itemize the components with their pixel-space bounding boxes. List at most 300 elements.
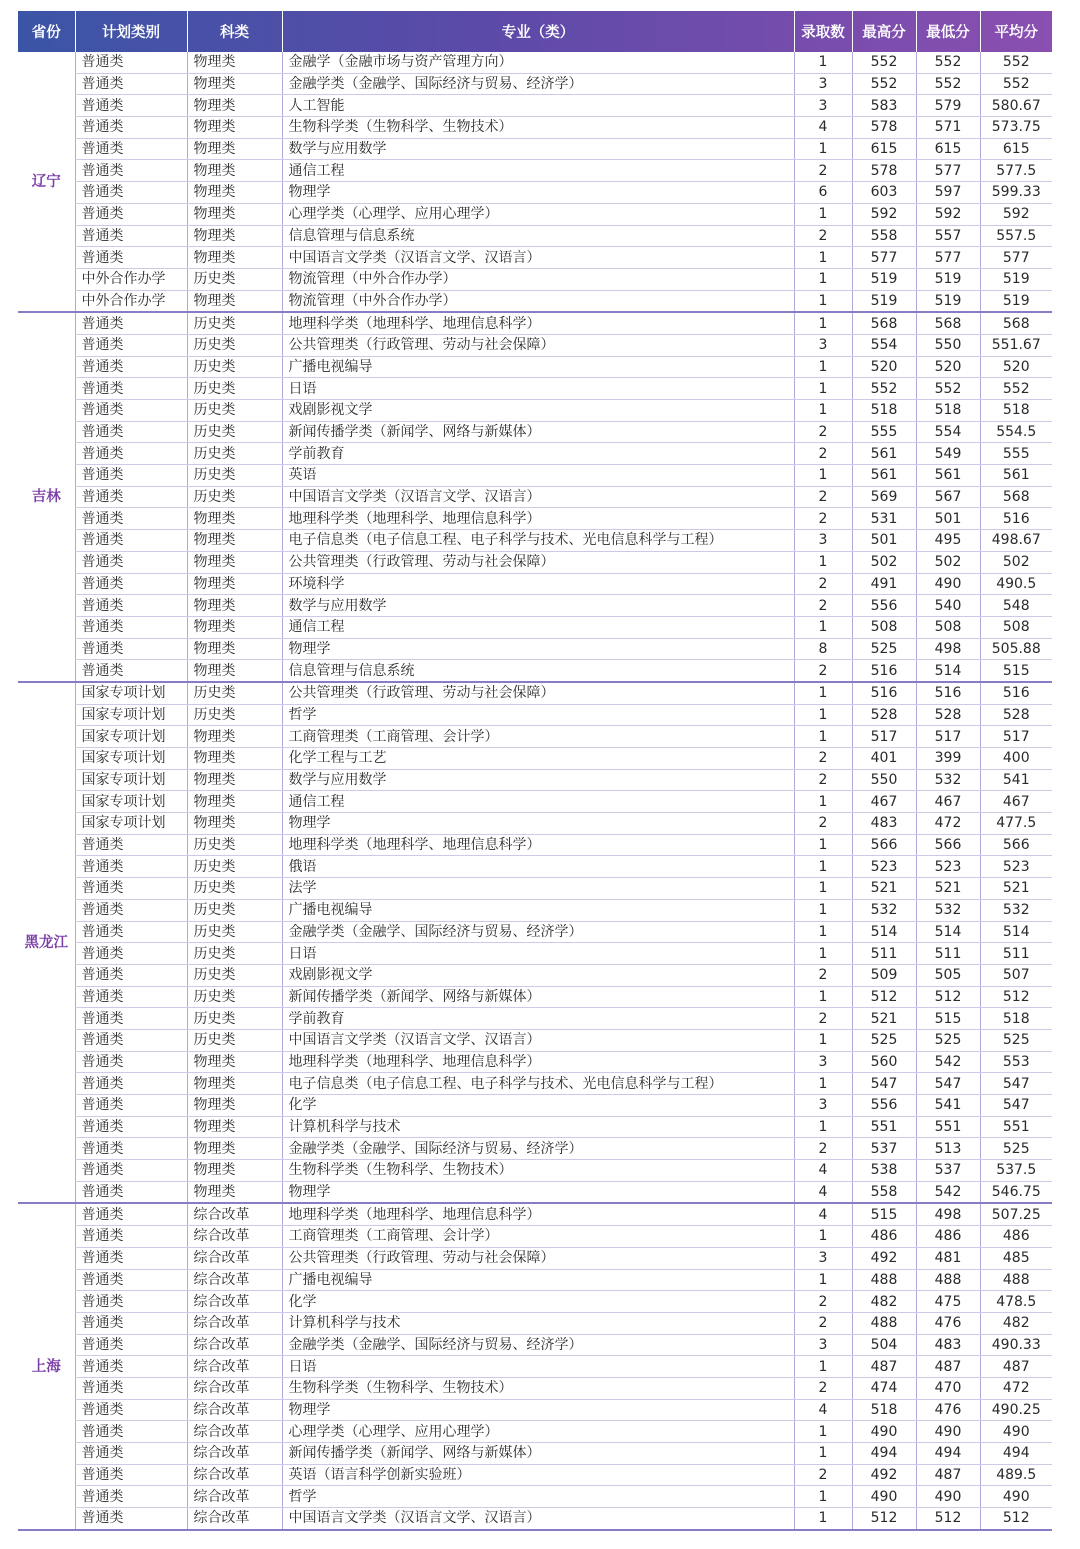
avg-score-cell: 599.33 xyxy=(980,182,1052,204)
table-row xyxy=(18,182,1052,204)
avg-score-cell: 517 xyxy=(980,726,1052,748)
max-score-cell: 494 xyxy=(852,1443,916,1465)
admitted-count-cell: 2 xyxy=(794,1312,852,1334)
avg-score-cell: 577.5 xyxy=(980,160,1052,182)
table-row xyxy=(18,1291,1052,1313)
max-score-cell: 520 xyxy=(852,356,916,378)
table-row xyxy=(18,769,1052,791)
max-score-cell: 603 xyxy=(852,182,916,204)
admitted-count-cell: 1 xyxy=(794,704,852,726)
major-cell: 金融学类（金融学、国际经济与贸易、经济学） xyxy=(282,1334,794,1356)
plan-type-cell: 普通类 xyxy=(75,530,187,552)
max-score-cell: 516 xyxy=(852,682,916,704)
subject-category-cell: 历史类 xyxy=(187,443,282,465)
plan-type-cell: 普通类 xyxy=(75,638,187,660)
province-cell: 辽宁 xyxy=(18,52,75,312)
subject-category-cell: 历史类 xyxy=(187,400,282,422)
avg-score-cell: 486 xyxy=(980,1226,1052,1248)
major-cell: 生物科学类（生物科学、生物技术） xyxy=(282,117,794,139)
subject-category-cell: 历史类 xyxy=(187,268,282,290)
subject-category-cell: 物理类 xyxy=(187,73,282,95)
major-cell: 中国语言文学类（汉语言文学、汉语言） xyxy=(282,486,794,508)
admitted-count-cell: 1 xyxy=(794,726,852,748)
subject-category-cell: 物理类 xyxy=(187,551,282,573)
min-score-cell: 551 xyxy=(916,1116,980,1138)
avg-score-cell: 472 xyxy=(980,1377,1052,1399)
subject-category-cell: 历史类 xyxy=(187,986,282,1008)
admitted-count-cell: 1 xyxy=(794,1421,852,1443)
subject-category-cell: 物理类 xyxy=(187,813,282,835)
avg-score-cell: 523 xyxy=(980,856,1052,878)
subject-category-cell: 物理类 xyxy=(187,748,282,770)
min-score-cell: 513 xyxy=(916,1138,980,1160)
admitted-count-cell: 1 xyxy=(794,290,852,312)
table-row xyxy=(18,203,1052,225)
subject-category-cell: 历史类 xyxy=(187,465,282,487)
min-score-cell: 519 xyxy=(916,290,980,312)
admission-scores-table xyxy=(18,11,1052,1531)
admitted-count-cell: 1 xyxy=(794,1226,852,1248)
major-cell: 物流管理（中外合作办学） xyxy=(282,268,794,290)
min-score-cell: 486 xyxy=(916,1226,980,1248)
table-row xyxy=(18,964,1052,986)
min-score-cell: 554 xyxy=(916,421,980,443)
min-score-cell: 512 xyxy=(916,1508,980,1530)
min-score-cell: 514 xyxy=(916,660,980,682)
avg-score-cell: 511 xyxy=(980,943,1052,965)
admitted-count-cell: 8 xyxy=(794,638,852,660)
min-score-cell: 577 xyxy=(916,247,980,269)
table-row xyxy=(18,312,1052,334)
max-score-cell: 547 xyxy=(852,1073,916,1095)
subject-category-cell: 综合改革 xyxy=(187,1421,282,1443)
table-row xyxy=(18,52,1052,73)
province-cell: 黑龙江 xyxy=(18,682,75,1204)
subject-category-cell: 综合改革 xyxy=(187,1486,282,1508)
table-row xyxy=(18,1029,1052,1051)
admitted-count-cell: 1 xyxy=(794,1356,852,1378)
table-row xyxy=(18,573,1052,595)
admitted-count-cell: 4 xyxy=(794,1160,852,1182)
avg-score-cell: 552 xyxy=(980,52,1052,73)
major-cell: 广播电视编导 xyxy=(282,899,794,921)
major-cell: 公共管理类（行政管理、劳动与社会保障） xyxy=(282,1247,794,1269)
avg-score-cell: 546.75 xyxy=(980,1181,1052,1203)
max-score-cell: 555 xyxy=(852,421,916,443)
table-row xyxy=(18,748,1052,770)
subject-category-cell: 物理类 xyxy=(187,138,282,160)
max-score-cell: 552 xyxy=(852,73,916,95)
major-cell: 新闻传播学类（新闻学、网络与新媒体） xyxy=(282,986,794,1008)
major-cell: 学前教育 xyxy=(282,443,794,465)
min-score-cell: 542 xyxy=(916,1051,980,1073)
max-score-cell: 502 xyxy=(852,551,916,573)
max-score-cell: 578 xyxy=(852,117,916,139)
table-row xyxy=(18,1181,1052,1203)
avg-score-cell: 516 xyxy=(980,508,1052,530)
admitted-count-cell: 2 xyxy=(794,1377,852,1399)
major-cell: 生物科学类（生物科学、生物技术） xyxy=(282,1160,794,1182)
subject-category-cell: 历史类 xyxy=(187,334,282,356)
table-row xyxy=(18,1508,1052,1530)
major-cell: 戏剧影视文学 xyxy=(282,400,794,422)
plan-type-cell: 普通类 xyxy=(75,1073,187,1095)
admitted-count-cell: 1 xyxy=(794,203,852,225)
max-score-cell: 483 xyxy=(852,813,916,835)
min-score-cell: 532 xyxy=(916,769,980,791)
table-row xyxy=(18,1486,1052,1508)
avg-score-cell: 532 xyxy=(980,899,1052,921)
major-cell: 心理学类（心理学、应用心理学） xyxy=(282,1421,794,1443)
min-score-cell: 475 xyxy=(916,1291,980,1313)
max-score-cell: 525 xyxy=(852,1029,916,1051)
plan-type-cell: 普通类 xyxy=(75,1377,187,1399)
plan-type-cell: 普通类 xyxy=(75,1029,187,1051)
admitted-count-cell: 2 xyxy=(794,748,852,770)
plan-type-cell: 国家专项计划 xyxy=(75,813,187,835)
plan-type-cell: 普通类 xyxy=(75,1138,187,1160)
plan-type-cell: 普通类 xyxy=(75,856,187,878)
max-score-cell: 491 xyxy=(852,573,916,595)
subject-category-cell: 综合改革 xyxy=(187,1269,282,1291)
plan-type-cell: 普通类 xyxy=(75,1269,187,1291)
max-score-cell: 519 xyxy=(852,290,916,312)
subject-category-cell: 综合改革 xyxy=(187,1377,282,1399)
plan-type-cell: 普通类 xyxy=(75,334,187,356)
admitted-count-cell: 1 xyxy=(794,52,852,73)
avg-score-cell: 537.5 xyxy=(980,1160,1052,1182)
plan-type-cell: 普通类 xyxy=(75,986,187,1008)
plan-type-cell: 中外合作办学 xyxy=(75,268,187,290)
plan-type-cell: 普通类 xyxy=(75,1181,187,1203)
admitted-count-cell: 1 xyxy=(794,1029,852,1051)
min-score-cell: 490 xyxy=(916,1421,980,1443)
table-header xyxy=(18,11,1052,52)
plan-type-cell: 普通类 xyxy=(75,1312,187,1334)
max-score-cell: 482 xyxy=(852,1291,916,1313)
major-cell: 金融学类（金融学、国际经济与贸易、经济学） xyxy=(282,1138,794,1160)
max-score-cell: 569 xyxy=(852,486,916,508)
avg-score-cell: 516 xyxy=(980,682,1052,704)
avg-score-cell: 507.25 xyxy=(980,1203,1052,1225)
subject-category-cell: 综合改革 xyxy=(187,1334,282,1356)
subject-category-cell: 历史类 xyxy=(187,421,282,443)
avg-score-cell: 519 xyxy=(980,290,1052,312)
subject-category-cell: 综合改革 xyxy=(187,1508,282,1530)
major-cell: 中国语言文学类（汉语言文学、汉语言） xyxy=(282,1029,794,1051)
min-score-cell: 488 xyxy=(916,1269,980,1291)
min-score-cell: 514 xyxy=(916,921,980,943)
min-score-cell: 568 xyxy=(916,312,980,334)
admitted-count-cell: 1 xyxy=(794,378,852,400)
header-major: 专业（类） xyxy=(282,11,794,52)
avg-score-cell: 552 xyxy=(980,73,1052,95)
table-row xyxy=(18,899,1052,921)
max-score-cell: 514 xyxy=(852,921,916,943)
avg-score-cell: 518 xyxy=(980,400,1052,422)
min-score-cell: 579 xyxy=(916,95,980,117)
avg-score-cell: 547 xyxy=(980,1073,1052,1095)
max-score-cell: 401 xyxy=(852,748,916,770)
max-score-cell: 511 xyxy=(852,943,916,965)
min-score-cell: 552 xyxy=(916,52,980,73)
major-cell: 日语 xyxy=(282,943,794,965)
avg-score-cell: 525 xyxy=(980,1029,1052,1051)
subject-category-cell: 综合改革 xyxy=(187,1312,282,1334)
max-score-cell: 537 xyxy=(852,1138,916,1160)
admitted-count-cell: 3 xyxy=(794,1095,852,1117)
admitted-count-cell: 1 xyxy=(794,247,852,269)
plan-type-cell: 普通类 xyxy=(75,943,187,965)
plan-type-cell: 普通类 xyxy=(75,52,187,73)
max-score-cell: 490 xyxy=(852,1486,916,1508)
plan-type-cell: 普通类 xyxy=(75,117,187,139)
avg-score-cell: 490.25 xyxy=(980,1399,1052,1421)
max-score-cell: 552 xyxy=(852,52,916,73)
min-score-cell: 615 xyxy=(916,138,980,160)
min-score-cell: 494 xyxy=(916,1443,980,1465)
table-row xyxy=(18,268,1052,290)
table-row xyxy=(18,616,1052,638)
admitted-count-cell: 2 xyxy=(794,443,852,465)
avg-score-cell: 512 xyxy=(980,986,1052,1008)
major-cell: 工商管理类（工商管理、会计学） xyxy=(282,1226,794,1248)
admitted-count-cell: 2 xyxy=(794,421,852,443)
table-row xyxy=(18,138,1052,160)
max-score-cell: 538 xyxy=(852,1160,916,1182)
avg-score-cell: 488 xyxy=(980,1269,1052,1291)
admitted-count-cell: 1 xyxy=(794,268,852,290)
plan-type-cell: 普通类 xyxy=(75,899,187,921)
plan-type-cell: 中外合作办学 xyxy=(75,290,187,312)
max-score-cell: 518 xyxy=(852,1399,916,1421)
avg-score-cell: 467 xyxy=(980,791,1052,813)
max-score-cell: 568 xyxy=(852,312,916,334)
plan-type-cell: 普通类 xyxy=(75,400,187,422)
subject-category-cell: 历史类 xyxy=(187,704,282,726)
avg-score-cell: 518 xyxy=(980,1008,1052,1030)
subject-category-cell: 物理类 xyxy=(187,616,282,638)
major-cell: 化学工程与工艺 xyxy=(282,748,794,770)
min-score-cell: 542 xyxy=(916,1181,980,1203)
plan-type-cell: 普通类 xyxy=(75,1421,187,1443)
subject-category-cell: 物理类 xyxy=(187,160,282,182)
table-row xyxy=(18,1073,1052,1095)
table-row xyxy=(18,726,1052,748)
max-score-cell: 551 xyxy=(852,1116,916,1138)
plan-type-cell: 普通类 xyxy=(75,1464,187,1486)
major-cell: 金融学类（金融学、国际经济与贸易、经济学） xyxy=(282,73,794,95)
min-score-cell: 547 xyxy=(916,1073,980,1095)
subject-category-cell: 物理类 xyxy=(187,1073,282,1095)
admitted-count-cell: 3 xyxy=(794,95,852,117)
avg-score-cell: 573.75 xyxy=(980,117,1052,139)
avg-score-cell: 494 xyxy=(980,1443,1052,1465)
plan-type-cell: 普通类 xyxy=(75,1247,187,1269)
admitted-count-cell: 1 xyxy=(794,551,852,573)
min-score-cell: 532 xyxy=(916,899,980,921)
min-score-cell: 490 xyxy=(916,1486,980,1508)
avg-score-cell: 400 xyxy=(980,748,1052,770)
plan-type-cell: 普通类 xyxy=(75,465,187,487)
major-cell: 日语 xyxy=(282,378,794,400)
avg-score-cell: 487 xyxy=(980,1356,1052,1378)
subject-category-cell: 物理类 xyxy=(187,508,282,530)
max-score-cell: 552 xyxy=(852,378,916,400)
major-cell: 通信工程 xyxy=(282,160,794,182)
subject-category-cell: 物理类 xyxy=(187,595,282,617)
admitted-count-cell: 2 xyxy=(794,486,852,508)
plan-type-cell: 普通类 xyxy=(75,878,187,900)
avg-score-cell: 551.67 xyxy=(980,334,1052,356)
max-score-cell: 556 xyxy=(852,595,916,617)
subject-category-cell: 历史类 xyxy=(187,899,282,921)
max-score-cell: 501 xyxy=(852,530,916,552)
min-score-cell: 566 xyxy=(916,834,980,856)
table-row xyxy=(18,791,1052,813)
admitted-count-cell: 1 xyxy=(794,943,852,965)
max-score-cell: 504 xyxy=(852,1334,916,1356)
table-row xyxy=(18,95,1052,117)
table-row xyxy=(18,878,1052,900)
subject-category-cell: 物理类 xyxy=(187,530,282,552)
avg-score-cell: 515 xyxy=(980,660,1052,682)
table-row xyxy=(18,1356,1052,1378)
avg-score-cell: 490 xyxy=(980,1421,1052,1443)
avg-score-cell: 505.88 xyxy=(980,638,1052,660)
max-score-cell: 523 xyxy=(852,856,916,878)
subject-category-cell: 物理类 xyxy=(187,1160,282,1182)
min-score-cell: 528 xyxy=(916,704,980,726)
major-cell: 信息管理与信息系统 xyxy=(282,660,794,682)
subject-category-cell: 物理类 xyxy=(187,638,282,660)
subject-category-cell: 物理类 xyxy=(187,769,282,791)
subject-category-cell: 物理类 xyxy=(187,791,282,813)
subject-category-cell: 物理类 xyxy=(187,182,282,204)
avg-score-cell: 553 xyxy=(980,1051,1052,1073)
major-cell: 英语（语言科学创新实验班） xyxy=(282,1464,794,1486)
avg-score-cell: 548 xyxy=(980,595,1052,617)
avg-score-cell: 592 xyxy=(980,203,1052,225)
avg-score-cell: 568 xyxy=(980,486,1052,508)
table-row xyxy=(18,334,1052,356)
max-score-cell: 615 xyxy=(852,138,916,160)
table-row xyxy=(18,1051,1052,1073)
avg-score-cell: 555 xyxy=(980,443,1052,465)
subject-category-cell: 物理类 xyxy=(187,95,282,117)
subject-category-cell: 物理类 xyxy=(187,1095,282,1117)
plan-type-cell: 国家专项计划 xyxy=(75,682,187,704)
major-cell: 新闻传播学类（新闻学、网络与新媒体） xyxy=(282,1443,794,1465)
max-score-cell: 490 xyxy=(852,1421,916,1443)
min-score-cell: 483 xyxy=(916,1334,980,1356)
min-score-cell: 541 xyxy=(916,1095,980,1117)
plan-type-cell: 普通类 xyxy=(75,1508,187,1530)
subject-category-cell: 物理类 xyxy=(187,247,282,269)
table-row xyxy=(18,986,1052,1008)
avg-score-cell: 568 xyxy=(980,312,1052,334)
avg-score-cell: 482 xyxy=(980,1312,1052,1334)
plan-type-cell: 普通类 xyxy=(75,1443,187,1465)
table-row xyxy=(18,290,1052,312)
subject-category-cell: 综合改革 xyxy=(187,1443,282,1465)
avg-score-cell: 528 xyxy=(980,704,1052,726)
min-score-cell: 557 xyxy=(916,225,980,247)
min-score-cell: 512 xyxy=(916,986,980,1008)
table-row xyxy=(18,530,1052,552)
table-row xyxy=(18,1095,1052,1117)
major-cell: 通信工程 xyxy=(282,616,794,638)
admitted-count-cell: 2 xyxy=(794,1008,852,1030)
plan-type-cell: 普通类 xyxy=(75,443,187,465)
major-cell: 环境科学 xyxy=(282,573,794,595)
header-plan-type: 计划类别 xyxy=(75,11,187,52)
table-row xyxy=(18,704,1052,726)
plan-type-cell: 普通类 xyxy=(75,1226,187,1248)
plan-type-cell: 普通类 xyxy=(75,1334,187,1356)
avg-score-cell: 514 xyxy=(980,921,1052,943)
plan-type-cell: 国家专项计划 xyxy=(75,791,187,813)
avg-score-cell: 552 xyxy=(980,378,1052,400)
max-score-cell: 486 xyxy=(852,1226,916,1248)
min-score-cell: 476 xyxy=(916,1399,980,1421)
plan-type-cell: 普通类 xyxy=(75,247,187,269)
avg-score-cell: 554.5 xyxy=(980,421,1052,443)
admitted-count-cell: 2 xyxy=(794,595,852,617)
min-score-cell: 487 xyxy=(916,1464,980,1486)
subject-category-cell: 历史类 xyxy=(187,486,282,508)
min-score-cell: 511 xyxy=(916,943,980,965)
admitted-count-cell: 1 xyxy=(794,1443,852,1465)
max-score-cell: 521 xyxy=(852,878,916,900)
major-cell: 俄语 xyxy=(282,856,794,878)
admitted-count-cell: 1 xyxy=(794,899,852,921)
max-score-cell: 518 xyxy=(852,400,916,422)
plan-type-cell: 国家专项计划 xyxy=(75,726,187,748)
major-cell: 地理科学类（地理科学、地理信息科学） xyxy=(282,1203,794,1225)
plan-type-cell: 国家专项计划 xyxy=(75,748,187,770)
max-score-cell: 517 xyxy=(852,726,916,748)
subject-category-cell: 物理类 xyxy=(187,52,282,73)
max-score-cell: 528 xyxy=(852,704,916,726)
min-score-cell: 549 xyxy=(916,443,980,465)
min-score-cell: 487 xyxy=(916,1356,980,1378)
table-row xyxy=(18,225,1052,247)
plan-type-cell: 普通类 xyxy=(75,834,187,856)
major-cell: 信息管理与信息系统 xyxy=(282,225,794,247)
plan-type-cell: 普通类 xyxy=(75,1356,187,1378)
major-cell: 数学与应用数学 xyxy=(282,595,794,617)
major-cell: 物理学 xyxy=(282,1399,794,1421)
table-row xyxy=(18,508,1052,530)
max-score-cell: 577 xyxy=(852,247,916,269)
major-cell: 电子信息类（电子信息工程、电子科学与技术、光电信息科学与工程） xyxy=(282,1073,794,1095)
admitted-count-cell: 1 xyxy=(794,921,852,943)
subject-category-cell: 物理类 xyxy=(187,225,282,247)
max-score-cell: 492 xyxy=(852,1247,916,1269)
admitted-count-cell: 2 xyxy=(794,1464,852,1486)
plan-type-cell: 普通类 xyxy=(75,73,187,95)
plan-type-cell: 普通类 xyxy=(75,160,187,182)
plan-type-cell: 普通类 xyxy=(75,921,187,943)
major-cell: 物理学 xyxy=(282,1181,794,1203)
plan-type-cell: 普通类 xyxy=(75,1116,187,1138)
table-row xyxy=(18,595,1052,617)
min-score-cell: 498 xyxy=(916,1203,980,1225)
avg-score-cell: 478.5 xyxy=(980,1291,1052,1313)
major-cell: 化学 xyxy=(282,1095,794,1117)
table-row xyxy=(18,1247,1052,1269)
